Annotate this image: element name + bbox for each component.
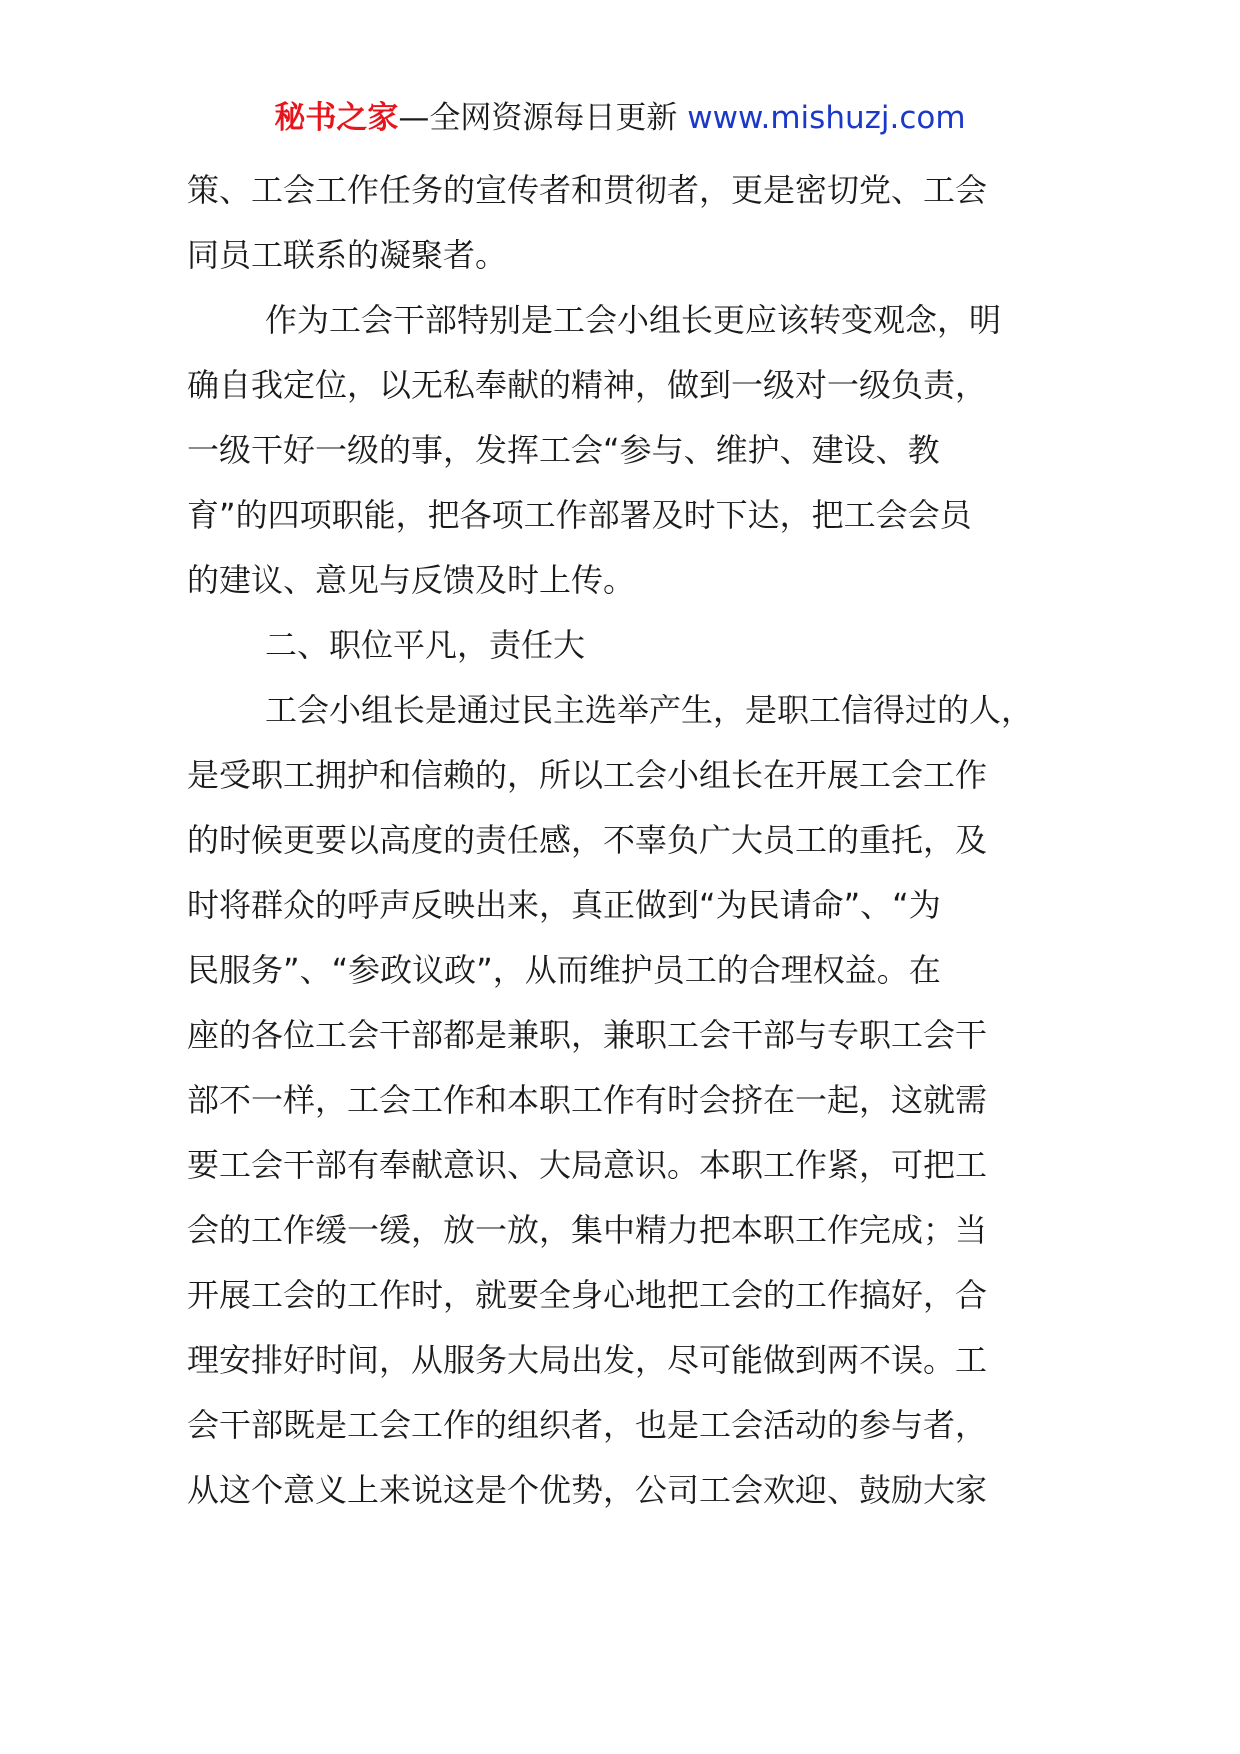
site-url[interactable]: www.mishuzj.com [687,100,966,136]
header-tagline: —全网资源每日更新 [398,100,688,136]
text-line: 理安排好时间，从服务大局出发，尽可能做到两不误。工 [187,1341,988,1379]
paragraph-start: 作为工会干部特别是工会小组长更应该转变观念，明 [265,301,1002,339]
text-line: 一级干好一级的事，发挥工会“参与、维护、建设、教 [187,431,940,469]
document-body [187,158,1067,1523]
text-line: 民服务”、“参政议政”，从而维护员工的合理权益。在 [187,951,941,989]
text-line: 开展工会的工作时，就要全身心地把工会的工作搞好，合 [187,1276,988,1314]
text-line: 是受职工拥护和信赖的，所以工会小组长在开展工会工作 [187,756,988,794]
text-line: 时将群众的呼声反映出来，真正做到“为民请命”、“为 [187,886,941,924]
text-line: 策、工会工作任务的宣传者和贯彻者，更是密切党、工会 [187,171,988,209]
text-line: 会干部既是工会工作的组织者，也是工会活动的参与者， [187,1406,988,1444]
paragraph-start: 工会小组长是通过民主选举产生，是职工信得过的人， [265,691,1034,729]
text-line: 确自我定位，以无私奉献的精神，做到一级对一级负责， [187,366,988,404]
text-line: 育”的四项职能，把各项工作部署及时下达，把工会会员 [187,496,972,534]
section-heading: 二、职位平凡，责任大 [265,626,586,664]
text-line: 会的工作缓一缓，放一放，集中精力把本职工作完成；当 [187,1211,988,1249]
page-header [0,96,1240,140]
text-line: 的建议、意见与反馈及时上传。 [187,561,636,599]
text-line: 要工会干部有奉献意识、大局意识。本职工作紧，可把工 [187,1146,988,1184]
text-line: 的时候更要以高度的责任感，不辜负广大员工的重托，及 [187,821,988,859]
text-line: 从这个意义上来说这是个优势，公司工会欢迎、鼓励大家 [187,1471,988,1509]
text-line: 部不一样，工会工作和本职工作有时会挤在一起，这就需 [187,1081,988,1119]
text-line: 同员工联系的凝聚者。 [187,236,508,274]
brand-name: 秘书之家 [274,100,399,136]
text-line: 座的各位工会干部都是兼职，兼职工会干部与专职工会干 [187,1016,988,1054]
